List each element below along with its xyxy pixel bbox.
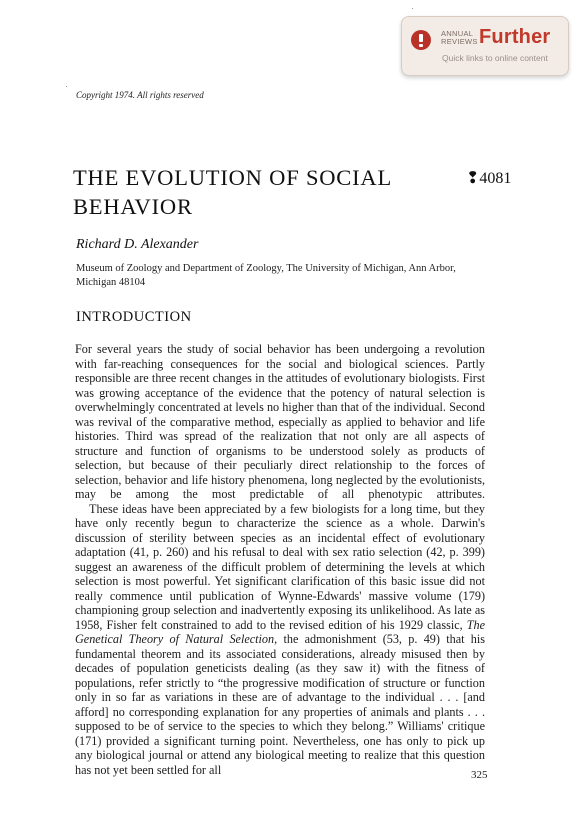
scan-speck [412, 8, 413, 9]
author-affiliation: Museum of Zoology and Department of Zoology, The University of Michigan, Ann Arbor, Michigan 48104 [76, 263, 456, 288]
scan-speck [66, 86, 67, 87]
article-number: ❢4081 [466, 170, 512, 187]
page-number: 325 [471, 769, 488, 781]
body-paragraph: For several years the study of social behavior has been undergoing a revolution with far-reaching consequences for the social and biological sciences. Partly responsible are three recent changes in the attitudes of evolutionary biologists. First was growing acceptance of the evidence that the potency of natural selection is overwhelmingly concentrated at levels no higher than that of the individual. Second was revival of the comparative method, especially as applied to behavior and life histories. Third was spread of the realization that not only are all aspects of structure and function of organisms to be understood solely as products of selection, but because of their peculiarly direct relationship to the forces of selection, behavior and life history phenomena, long neglected by the evolutionists, may be among the most predictable of all phenotypic attributes. [75, 342, 485, 501]
article-body [75, 342, 485, 777]
body-paragraph: These ideas have been appreciated by a few biologists for a long time, but they have only recently begun to characterize the science as a whole. Darwin's discussion of sterility between species as an incidental effect of evolutionary adaptation (41, p. 260) and his refusal to deal with sex ratio selection (42, p. 399) suggest an awareness of the difficult problem of determining the levels at which selection is most powerful. Yet significant clarification of this basic issue did not really commence until publication of Wynne-Edwards' massive volume (179) championing group selection and inadvertently exposing its unlikelihood. As late as 1958, Fisher felt constrained to add to the revised edition of his 1929 classic, The Genetical Theory of Natural Selection, the admonishment (53, p. 49) that his fundamental theorem and its associated considerations, already misused then by decades of population geneticists dealing (as they saw it) with the fitness of populations, refer strictly to “the progressive modification of structure or function only in so far as variations in these are of advantage to the individual . . . [and afford] no corresponding explanation for any properties of animals and plants . . . supposed to be of service to the species to which they belong.” Williams' critique (171) provided a significant turning point. Nevertheless, one has only to pick up any biological journal or attend any biological meeting to realize that this question has not yet been settled for all [75, 501, 486, 777]
badge-brand: Further [479, 26, 551, 48]
annual-reviews-logo-icon [411, 30, 431, 50]
annual-reviews-further-badge[interactable] [401, 16, 569, 76]
author-name: Richard D. Alexander [76, 237, 199, 252]
article-title: THE EVOLUTION OF SOCIAL BEHAVIOR [73, 165, 392, 219]
book-title: The Genetical Theory of Natural Selection, [75, 617, 485, 646]
badge-publisher-label: ANNUAL REVIEWS [441, 29, 478, 46]
badge-tagline: Quick links to online content [442, 53, 548, 63]
section-heading: INTRODUCTION [76, 309, 192, 325]
copyright-notice: Copyright 1974. All rights reserved [76, 90, 204, 100]
